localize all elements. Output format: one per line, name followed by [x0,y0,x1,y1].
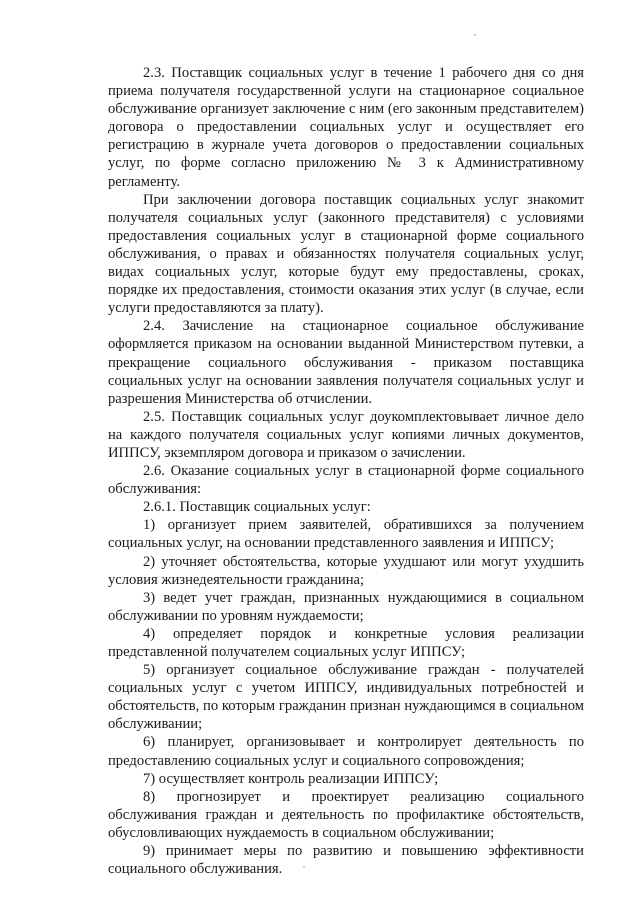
list-item-1: 1) организует прием заявителей, обратившихся за получением социальных услуг, на основании представленного заявления и ИППСУ; [108,517,584,552]
list-item-7: 7) осуществляет контроль реализации ИППСУ; [143,770,439,787]
paragraph-contract-info: При заключении договора поставщик социальных услуг знакомит получателя социальных услуг (законного представителя) с условиями предоставления социальных услуг в стационарной форме социального обслуживания, о правах и обязанностях получателя социальных услуг, видах социальных услуг, которые будут ему предоставлены, сроках, порядке их предоставления, стоимости оказания этих услуг (в случае, если услуги предоставляются за плату). [108,191,584,317]
paragraph-2-3: 2.3. Поставщик социальных услуг в течение 1 рабочего дня со дня приема получателя государственной услуги на стационарное социальное обслуживание организует заключение с ним (его законным представителем) договора о предоставлении социальных услуг и осуществляет его регистрацию в журнале учета договоров о предоставлении социальных услуг, по форме согласно приложению № 3 к Административному регламенту. [108,65,584,190]
list-item-5: 5) организует социальное обслуживание граждан - получателей социальных услуг с учетом ИППСУ, индивидуальных потребностей и обстоятельств, по которым гражданин признан нуждающимся в социальном обслуживании; [108,662,584,733]
paragraph-2-6: 2.6. Оказание социальных услуг в стационарной форме социального обслуживания: [108,463,584,498]
list-item-2: 2) уточняет обстоятельства, которые ухудшают или могут ухудшить условия жизнедеятельности гражданина; [108,553,584,588]
document-body [108,64,584,878]
list-item-6: 6) планирует, организовывает и контролирует деятельность по предоставлению социальных услуг и социального сопровождения; [108,734,584,769]
paragraph-2-6-1: 2.6.1. Поставщик социальных услуг: [143,499,371,516]
list-item-8: 8) прогнозирует и проектирует реализацию социального обслуживания граждан и деятельность по профилактике обстоятельств, обусловливающих нуждаемость в социальном обслуживании; [108,788,584,841]
paragraph-2-5: 2.5. Поставщик социальных услуг доукомплектовывает личное дело на каждого получателя социальных услуг копиями личных документов, ИППСУ, экземпляром договора и приказом о зачислении. [108,408,584,461]
scan-speck [474,34,476,36]
list-item-3: 3) ведет учет граждан, признанных нуждающимися в социальном обслуживании по уровням нуждаемости; [108,589,584,624]
list-item-9: 9) принимает меры по развитию и повышению эффективности социального обслуживания. [108,843,584,878]
paragraph-2-4: 2.4. Зачисление на стационарное социальное обслуживание оформляется приказом на основании выданной Министерством путевки, а прекращение социального обслуживания - приказом поставщика социальных услуг на основании заявления получателя социальных услуг и разрешения Министерства об отчислении. [108,318,584,407]
scan-speck-bottom [303,866,305,868]
list-item-4: 4) определяет порядок и конкретные условия реализации представленной получателем социальных услуг ИППСУ; [108,625,584,660]
